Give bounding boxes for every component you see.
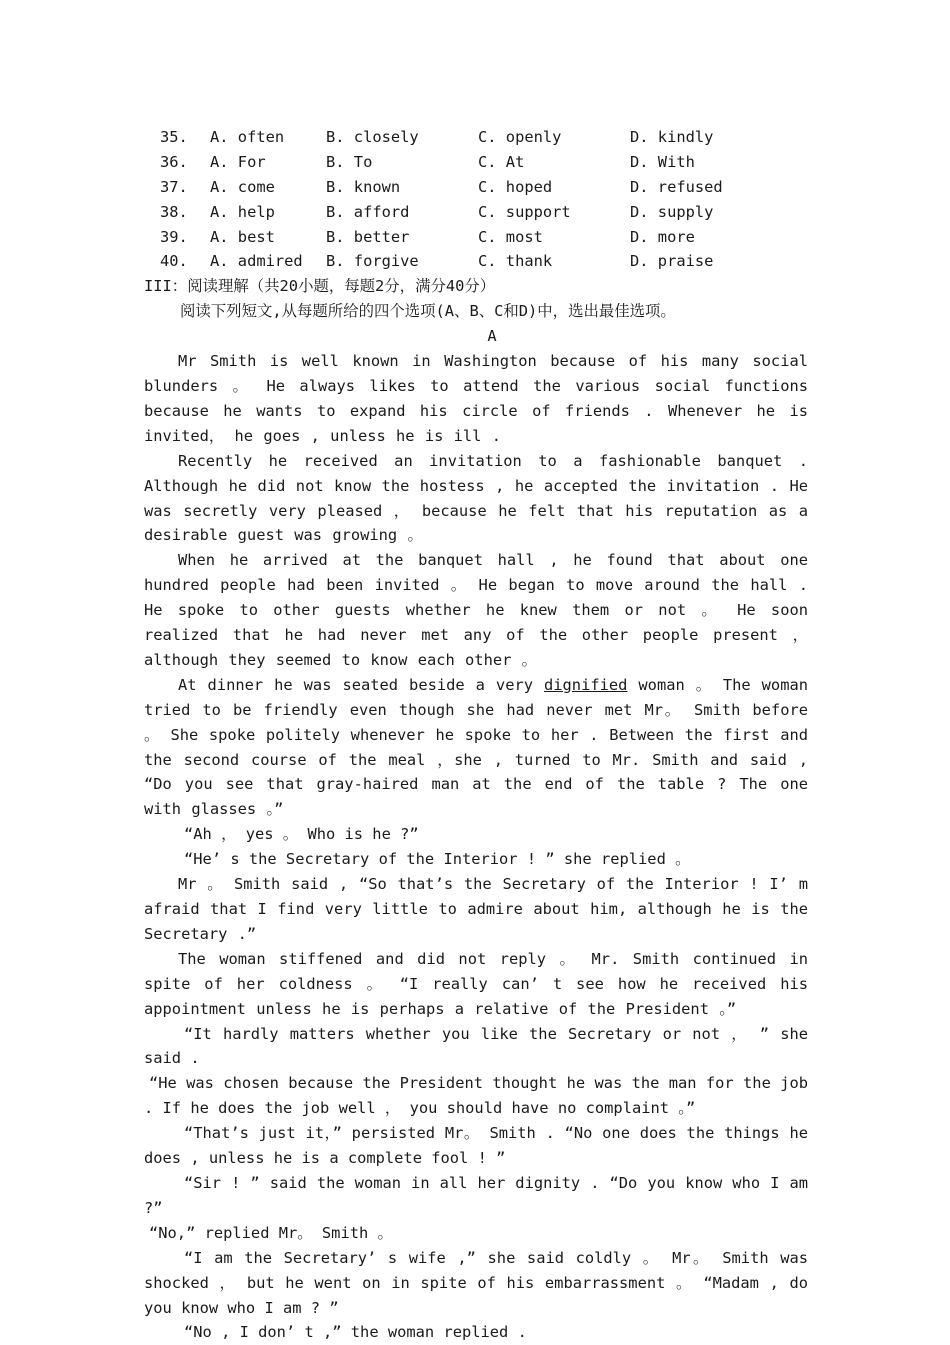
- option-row-36: [144, 150, 808, 175]
- option-a: A. often: [210, 128, 285, 146]
- paragraph-6: The woman stiffened and did not reply 。 Mr. Smith continued in spite of her coldness 。 “I really can’ t see how he received his appointment unless he is perhaps a relative of the President 。”: [144, 949, 808, 1018]
- option-b: B. closely: [326, 128, 419, 146]
- option-d: D. With: [630, 152, 695, 171]
- dialog-line-2: “He’ s the Secretary of the Interior ! ” she replied 。: [184, 850, 691, 869]
- option-d: D. supply: [630, 202, 714, 221]
- dialog-line-4: “That’s just it，” persisted Mr。 Smith . “No one does the things he does , unless he is a complete fool ! ”: [144, 1124, 808, 1168]
- option-a: A. help: [210, 202, 275, 221]
- option-a: A. For: [210, 152, 266, 171]
- question-number: 37.: [160, 177, 188, 196]
- question-number: 39.: [160, 227, 188, 246]
- option-row-37: [144, 175, 808, 200]
- question-number: 35.: [160, 128, 188, 146]
- dialog-line-3: “It hardly matters whether you like the Secretary or not ， ” she said .: [144, 1024, 808, 1068]
- underlined-word: dignified: [544, 675, 628, 694]
- option-c: C. most: [478, 227, 543, 246]
- dialog-line-5-reply: “No,” replied Mr。 Smith 。: [149, 1223, 393, 1242]
- document-page: [144, 125, 808, 1345]
- option-b: B. To: [326, 152, 373, 171]
- option-c: C. openly: [478, 128, 562, 146]
- option-row-38: [144, 200, 808, 225]
- option-d: D. more: [630, 227, 695, 246]
- option-d: D. praise: [630, 252, 714, 271]
- option-row-40: [144, 249, 808, 274]
- option-b: B. better: [326, 227, 410, 246]
- question-number: 40.: [160, 252, 188, 271]
- passage-letter: A: [487, 327, 497, 346]
- dialog-line-1: “Ah ， yes 。 Who is he ?”: [184, 825, 419, 844]
- dialog-line-7: “No , I don’ t ,” the woman replied .: [184, 1323, 527, 1342]
- question-number: 38.: [160, 202, 188, 221]
- option-a: A. admired: [210, 252, 303, 271]
- option-c: C. hoped: [478, 177, 553, 196]
- option-b: B. known: [326, 177, 401, 196]
- paragraph-4: [144, 673, 808, 822]
- option-b: B. forgive: [326, 252, 419, 271]
- option-d: D. kindly: [630, 128, 714, 146]
- question-number: 36.: [160, 152, 188, 171]
- paragraph-1: Mr Smith is well known in Washington because of his many social blunders 。 He always likes to attend the various social functions because he wants to expand his circle of friends . Whenever he is invited， he goes , unless he is ill .: [144, 352, 808, 445]
- option-a: A. come: [210, 177, 275, 196]
- option-row-39: [144, 225, 808, 250]
- dialog-line-6: “I am the Secretary’ s wife ,” she said coldly 。 Mr。 Smith was shocked ， but he went on in spite of his embarrassment 。 “Madam , do you know who I am ? ”: [144, 1248, 808, 1317]
- option-c: C. At: [478, 152, 525, 171]
- option-c: C. support: [478, 202, 571, 221]
- dialog-line-5: “Sir ! ” said the woman in all her dignity . “Do you know who I am ?”: [144, 1173, 808, 1217]
- section-title: III：阅读理解（共20小题，每题2分，满分40分）: [144, 277, 496, 296]
- section-instructions: 阅读下列短文,从每题所给的四个选项(A、B、C和D)中，选出最佳选项。: [180, 302, 676, 321]
- dialog-line-3-continued: “He was chosen because the President thought he was the man for the job . If he does the job well ， you should have no complaint 。”: [144, 1074, 808, 1118]
- paragraph-5: Mr 。 Smith said , “So that’s the Secretary of the Interior ! I’ m afraid that I find very little to admire about him, although he is the Secretary .”: [144, 875, 808, 943]
- option-a: A. best: [210, 227, 275, 246]
- paragraph-4-start: At dinner he was seated beside a very: [178, 675, 544, 694]
- answer-options: [144, 125, 808, 274]
- paragraph-4-rest: woman 。 The woman tried to be friendly even though she had never met Mr。 Smith before 。 She spoke politely whenever he spoke to her . Between the first and the second course of the meal ，she , turned to Mr. Smith and said , “Do you see that gray-haired man at the end of the table ? The one with glasses 。”: [144, 675, 808, 819]
- option-c: C. thank: [478, 252, 553, 271]
- option-b: B. afford: [326, 202, 410, 221]
- paragraph-3: When he arrived at the banquet hall , he found that about one hundred people had been invited 。 He began to move around the hall . He spoke to other guests whether he knew them or not 。 He soon realized that he had never met any of the other people present ， although they seemed to know each other 。: [144, 551, 808, 669]
- option-d: D. refused: [630, 177, 723, 196]
- reading-passage: [144, 349, 808, 1345]
- paragraph-2: Recently he received an invitation to a fashionable banquet . Although he did not know the hostess , he accepted the invitation . He was secretly very pleased ， because he felt that his reputation as a desirable guest was growing 。: [144, 451, 808, 545]
- option-row-35: [144, 125, 808, 150]
